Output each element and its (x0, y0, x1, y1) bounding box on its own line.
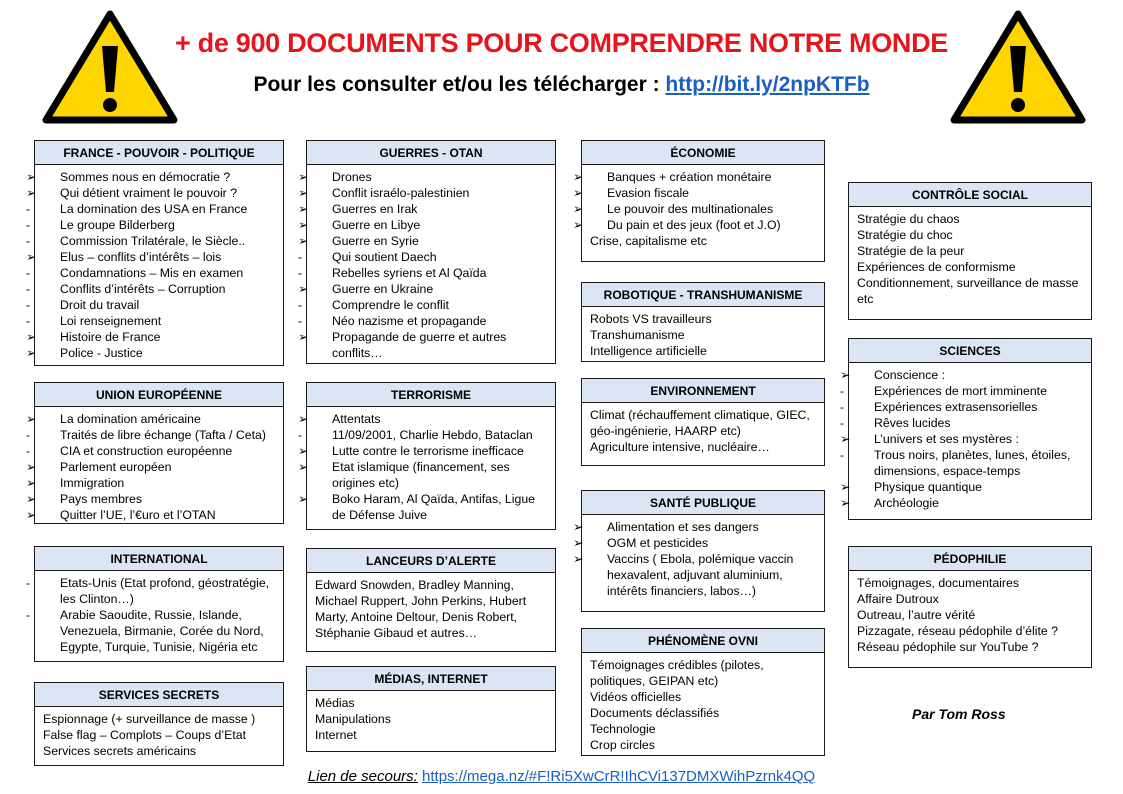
arrow-bullet-icon: ➢ (298, 234, 309, 248)
list-item-text: Stratégie de la peur (857, 244, 965, 258)
dash-bullet-icon: - (26, 202, 31, 216)
box-guerres-otan (298, 140, 556, 364)
arrow-bullet-icon: ➢ (573, 170, 584, 184)
list-item-text: Vidéos officielles (590, 690, 682, 704)
list-item (26, 607, 275, 655)
list-item-text: Rêves lucides (874, 416, 951, 430)
list-item (26, 265, 275, 281)
list-item-text: Boko Haram, Al Qaïda, Antifas, Ligue de Défense Juive (332, 492, 536, 522)
list-item (840, 479, 1083, 495)
list-item-text: Condamnations – Mis en examen (60, 266, 244, 280)
arrow-bullet-icon: ➢ (26, 508, 37, 522)
list-item (26, 185, 275, 201)
arrow-bullet-icon: ➢ (573, 552, 584, 566)
box-controle-social (848, 182, 1092, 320)
list-item-text: Témoignages crédibles (pilotes, politiques, GEIPAN etc) (590, 658, 764, 688)
box-title: TERRORISME (307, 383, 555, 407)
list-item (26, 491, 275, 507)
arrow-bullet-icon: ➢ (26, 170, 37, 184)
list-item (857, 639, 1083, 655)
arrow-bullet-icon: ➢ (298, 170, 309, 184)
list-item-text: Etat islamique (financement, ses origines etc) (332, 460, 510, 490)
list-item (26, 575, 275, 607)
box-body (298, 165, 555, 365)
list-item-text: Médias (315, 696, 355, 710)
list-item-text: Outreau, l’autre vérité (857, 608, 976, 622)
list-item-text: Du pain et des jeux (foot et J.O) (607, 218, 781, 232)
dash-bullet-icon: - (298, 298, 303, 312)
list-item-text: Propagande de guerre et autres conflits… (332, 330, 507, 360)
list-item (857, 275, 1083, 307)
box-services-secrets (34, 682, 284, 766)
list-item (857, 259, 1083, 275)
list-item (840, 383, 1083, 399)
list-item-text: False flag – Complots – Coups d’Etat (43, 728, 247, 742)
list-item-text: Evasion fiscale (607, 186, 690, 200)
list-item-text: Pizzagate, réseau pédophile d’élite ? (857, 624, 1058, 638)
box-title: LANCEURS D’ALERTE (307, 549, 555, 573)
arrow-bullet-icon: ➢ (573, 186, 584, 200)
list-item (26, 411, 275, 427)
box-body (307, 573, 555, 645)
list-item-text: Guerres en Irak (332, 202, 418, 216)
list-item-text: Trous noirs, planètes, lunes, étoiles, dimensions, espace-temps (874, 448, 1071, 478)
box-body (26, 407, 283, 527)
arrow-bullet-icon: ➢ (840, 480, 851, 494)
list-item-text: Expériences de mort imminente (874, 384, 1047, 398)
list-item-text: Stratégie du choc (857, 228, 953, 242)
list-item-text: Qui soutient Daech (332, 250, 437, 264)
list-item-text: CIA et construction européenne (60, 444, 233, 458)
list-item (315, 695, 547, 711)
subtitle-text: Pour les consulter et/ou les télécharger : (253, 73, 666, 96)
list-item-text: Guerre en Syrie (332, 234, 419, 248)
list-item-text: Rebelles syriens et Al Qaïda (332, 266, 487, 280)
arrow-bullet-icon: ➢ (26, 492, 37, 506)
box-title: SERVICES SECRETS (35, 683, 283, 707)
list-item (43, 743, 275, 759)
box-body (573, 165, 824, 253)
list-item-text: La domination américaine (60, 412, 201, 426)
box-body (582, 403, 824, 459)
box-title: FRANCE - POUVOIR - POLITIQUE (35, 141, 283, 165)
list-item (840, 367, 1083, 383)
list-item (298, 427, 547, 443)
arrow-bullet-icon: ➢ (26, 476, 37, 490)
list-item (315, 727, 547, 743)
list-item (26, 329, 275, 345)
list-item (590, 439, 816, 455)
list-item-text: Quitter l’UE, l’€uro et l’OTAN (60, 508, 216, 522)
arrow-bullet-icon: ➢ (26, 412, 37, 426)
dash-bullet-icon: - (26, 428, 31, 442)
list-item (590, 407, 816, 439)
list-item-text: Conflits d’intérêts – Corruption (60, 282, 226, 296)
list-item (298, 411, 547, 427)
box-economie (573, 140, 825, 262)
list-item (298, 233, 547, 249)
list-item (840, 399, 1083, 415)
list-item (298, 185, 547, 201)
dash-bullet-icon: - (26, 608, 31, 622)
list-item (26, 427, 275, 443)
dash-bullet-icon: - (26, 576, 31, 590)
list-item (298, 313, 547, 329)
dash-bullet-icon: - (26, 282, 31, 296)
list-item (840, 447, 1083, 479)
list-item (26, 313, 275, 329)
dash-bullet-icon: - (26, 298, 31, 312)
list-item-text: Le groupe Bilderberg (60, 218, 175, 232)
list-item-text: Affaire Dutroux (857, 592, 939, 606)
box-body (849, 207, 1091, 311)
download-link[interactable]: http://bit.ly/2npKTFb (665, 73, 870, 96)
list-item (26, 443, 275, 459)
arrow-bullet-icon: ➢ (298, 202, 309, 216)
box-title: ENVIRONNEMENT (582, 379, 824, 403)
arrow-bullet-icon: ➢ (573, 520, 584, 534)
dash-bullet-icon: - (26, 266, 31, 280)
box-body (840, 363, 1091, 515)
box-union-europeenne (26, 382, 284, 524)
list-item (573, 217, 816, 233)
list-item-text: OGM et pesticides (607, 536, 709, 550)
list-item-text: Droit du travail (60, 298, 140, 312)
arrow-bullet-icon: ➢ (298, 218, 309, 232)
list-item (298, 169, 547, 185)
list-item (857, 623, 1083, 639)
author-credit: Par Tom Ross (912, 706, 1006, 722)
box-title: ÉCONOMIE (582, 141, 824, 165)
dash-bullet-icon: - (840, 416, 845, 430)
box-france-politique (26, 140, 284, 366)
list-item (298, 459, 547, 491)
list-item-text: Manipulations (315, 712, 391, 726)
list-item-text: Pays membres (60, 492, 143, 506)
arrow-bullet-icon: ➢ (298, 492, 309, 506)
box-title: SCIENCES (849, 339, 1091, 363)
list-item-text: Commission Trilatérale, le Siècle.. (60, 234, 246, 248)
list-item-text: Physique quantique (874, 480, 983, 494)
box-title: ROBOTIQUE - TRANSHUMANISME (582, 283, 824, 307)
box-pedophilie (848, 546, 1092, 668)
list-item (590, 311, 816, 327)
list-item-text: Guerre en Ukraine (332, 282, 434, 296)
list-item (298, 491, 547, 523)
list-item (298, 329, 547, 361)
box-sciences (840, 338, 1092, 520)
arrow-bullet-icon: ➢ (298, 412, 309, 426)
arrow-bullet-icon: ➢ (298, 444, 309, 458)
box-body (582, 307, 824, 363)
list-item (590, 327, 816, 343)
arrow-bullet-icon: ➢ (573, 536, 584, 550)
box-title: MÉDIAS, INTERNET (307, 667, 555, 691)
box-sante-publique (573, 490, 825, 612)
list-item (840, 415, 1083, 431)
list-item (298, 281, 547, 297)
list-item-text: Police - Justice (60, 346, 143, 360)
box-body (573, 515, 824, 603)
list-item-text: Conflit israélo-palestinien (332, 186, 470, 200)
list-item-text: Conscience : (874, 368, 946, 382)
list-item-text: Alimentation et ses dangers (607, 520, 759, 534)
list-item-text: Agriculture intensive, nucléaire… (590, 440, 770, 454)
list-item (857, 243, 1083, 259)
list-item (315, 711, 547, 727)
list-item (43, 711, 275, 727)
list-item (298, 201, 547, 217)
subtitle (0, 73, 1123, 97)
box-title: PHÉNOMÈNE OVNI (582, 629, 824, 653)
list-item-text: Vaccins ( Ebola, polémique vaccin hexavalent, adjuvant aluminium, intérêts financiers, labos…) (607, 552, 794, 598)
list-item-text: Traités de libre échange (Tafta / Ceta) (60, 428, 266, 442)
arrow-bullet-icon: ➢ (840, 368, 851, 382)
list-item (298, 443, 547, 459)
arrow-bullet-icon: ➢ (26, 250, 37, 264)
dash-bullet-icon: - (26, 444, 31, 458)
box-robotique-transhumanisme (581, 282, 825, 362)
box-body (26, 165, 283, 365)
arrow-bullet-icon: ➢ (298, 186, 309, 200)
list-item (840, 495, 1083, 511)
list-item (26, 233, 275, 249)
dash-bullet-icon: - (840, 384, 845, 398)
list-item-text: L’univers et ses mystères : (874, 432, 1019, 446)
list-item-text: Drones (332, 170, 372, 184)
list-item (43, 727, 275, 743)
dash-bullet-icon: - (298, 428, 303, 442)
box-title: SANTÉ PUBLIQUE (582, 491, 824, 515)
dash-bullet-icon: - (840, 400, 845, 414)
list-item (573, 169, 816, 185)
arrow-bullet-icon: ➢ (573, 202, 584, 216)
list-item-text: Histoire de France (60, 330, 161, 344)
list-item-text: Archéologie (874, 496, 939, 510)
list-item-text: Intelligence artificielle (590, 344, 707, 358)
list-item-text: Transhumanisme (590, 328, 685, 342)
list-item (590, 705, 816, 721)
list-item (857, 211, 1083, 227)
dash-bullet-icon: - (298, 266, 303, 280)
list-item-text: Néo nazisme et propagande (332, 314, 487, 328)
box-body (35, 707, 283, 763)
box-title: PÉDOPHILIE (849, 547, 1091, 571)
dash-bullet-icon: - (26, 218, 31, 232)
arrow-bullet-icon: ➢ (573, 218, 584, 232)
dash-bullet-icon: - (26, 314, 31, 328)
list-item (573, 551, 816, 599)
list-item (573, 519, 816, 535)
list-item (590, 737, 816, 753)
box-medias-internet (306, 666, 556, 752)
dash-bullet-icon: - (26, 234, 31, 248)
box-body (849, 571, 1091, 659)
list-item (573, 185, 816, 201)
list-item (573, 201, 816, 217)
box-body (307, 691, 555, 747)
list-item (26, 345, 275, 361)
list-item (26, 281, 275, 297)
list-item-text: Internet (315, 728, 357, 742)
arrow-bullet-icon: ➢ (840, 432, 851, 446)
arrow-bullet-icon: ➢ (298, 330, 309, 344)
list-item (590, 233, 816, 249)
dash-bullet-icon: - (298, 314, 303, 328)
list-item-text: Arabie Saoudite, Russie, Islande, Venezuela, Birmanie, Corée du Nord, Egypte, Turquie, Tunisie, Nigéria etc (60, 608, 264, 654)
list-item-text: Crop circles (590, 738, 655, 752)
box-title: GUERRES - OTAN (307, 141, 555, 165)
arrow-bullet-icon: ➢ (298, 282, 309, 296)
list-item-text: Edward Snowden, Bradley Manning, Michael Ruppert, John Perkins, Hubert Marty, Antoine Deltour, Denis Robert, Stéphanie Gibaud et autres… (315, 578, 527, 640)
arrow-bullet-icon: ➢ (26, 346, 37, 360)
list-item-text: Lutte contre le terrorisme inefficace (332, 444, 524, 458)
list-item-text: Immigration (60, 476, 125, 490)
list-item-text: Témoignages, documentaires (857, 576, 1019, 590)
warning-triangle-icon (40, 8, 180, 126)
box-body (582, 653, 824, 757)
list-item-text: Espionnage (+ surveillance de masse ) (43, 712, 256, 726)
list-item-text: Documents déclassifiés (590, 706, 720, 720)
list-item (590, 689, 816, 705)
list-item (857, 607, 1083, 623)
list-item (857, 575, 1083, 591)
list-item-text: La domination des USA en France (60, 202, 248, 216)
list-item (315, 577, 547, 641)
box-lanceurs-alerte (306, 548, 556, 652)
list-item-text: Etats-Unis (Etat profond, géostratégie, les Clinton…) (60, 576, 270, 606)
list-item (298, 217, 547, 233)
box-body (298, 407, 555, 527)
list-item (298, 297, 547, 313)
arrow-bullet-icon: ➢ (26, 330, 37, 344)
list-item-text: Technologie (590, 722, 656, 736)
list-item (26, 459, 275, 475)
dash-bullet-icon: - (840, 448, 845, 462)
list-item (590, 343, 816, 359)
list-item-text: Stratégie du chaos (857, 212, 960, 226)
list-item-text: 11/09/2001, Charlie Hebdo, Bataclan (332, 428, 533, 442)
list-item (590, 657, 816, 689)
list-item (590, 721, 816, 737)
backup-label: Lien de secours: (307, 768, 418, 785)
list-item (26, 249, 275, 265)
list-item-text: Robots VS travailleurs (590, 312, 712, 326)
list-item-text: Loi renseignement (60, 314, 162, 328)
backup-url[interactable]: https://mega.nz/#F!Ri5XwCrR!IhCVi137DMXWihPzrnk4QQ (422, 768, 816, 785)
list-item-text: Parlement européen (60, 460, 172, 474)
list-item (857, 227, 1083, 243)
box-body (26, 571, 283, 659)
page-title: + de 900 DOCUMENTS POUR COMPRENDRE NOTRE MONDE (174, 28, 949, 58)
dash-bullet-icon: - (298, 250, 303, 264)
list-item-text: Attentats (332, 412, 381, 426)
list-item (26, 169, 275, 185)
list-item (298, 249, 547, 265)
list-item-text: Réseau pédophile sur YouTube ? (857, 640, 1039, 654)
box-title: CONTRÔLE SOCIAL (849, 183, 1091, 207)
arrow-bullet-icon: ➢ (26, 460, 37, 474)
list-item-text: Services secrets américains (43, 744, 197, 758)
list-item-text: Conditionnement, surveillance de masse etc (857, 276, 1079, 306)
list-item (26, 201, 275, 217)
list-item-text: Expériences extrasensorielles (874, 400, 1038, 414)
warning-triangle-icon (948, 8, 1088, 126)
box-international (26, 546, 284, 662)
arrow-bullet-icon: ➢ (298, 460, 309, 474)
box-title: INTERNATIONAL (35, 547, 283, 571)
list-item (26, 507, 275, 523)
list-item (573, 535, 816, 551)
footer-backup-link (0, 768, 1123, 785)
box-environnement (581, 378, 825, 466)
list-item-text: Elus – conflits d’intérêts – lois (60, 250, 222, 264)
list-item-text: Sommes nous en démocratie ? (60, 170, 231, 184)
list-item-text: Comprendre le conflit (332, 298, 449, 312)
list-item-text: Banques + création monétaire (607, 170, 772, 184)
list-item-text: Qui détient vraiment le pouvoir ? (60, 186, 238, 200)
list-item-text: Le pouvoir des multinationales (607, 202, 774, 216)
list-item-text: Guerre en Libye (332, 218, 421, 232)
list-item-text: Crise, capitalisme etc (590, 234, 707, 248)
list-item-text: Expériences de conformisme (857, 260, 1016, 274)
arrow-bullet-icon: ➢ (26, 186, 37, 200)
list-item-text: Climat (réchauffement climatique, GIEC, géo-ingénierie, HAARP etc) (590, 408, 810, 438)
list-item (298, 265, 547, 281)
box-title: UNION EUROPÉENNE (35, 383, 283, 407)
list-item (26, 297, 275, 313)
list-item (26, 217, 275, 233)
list-item (857, 591, 1083, 607)
list-item (26, 475, 275, 491)
list-item (840, 431, 1083, 447)
arrow-bullet-icon: ➢ (840, 496, 851, 510)
box-terrorisme (298, 382, 556, 530)
box-phenomene-ovni (581, 628, 825, 756)
